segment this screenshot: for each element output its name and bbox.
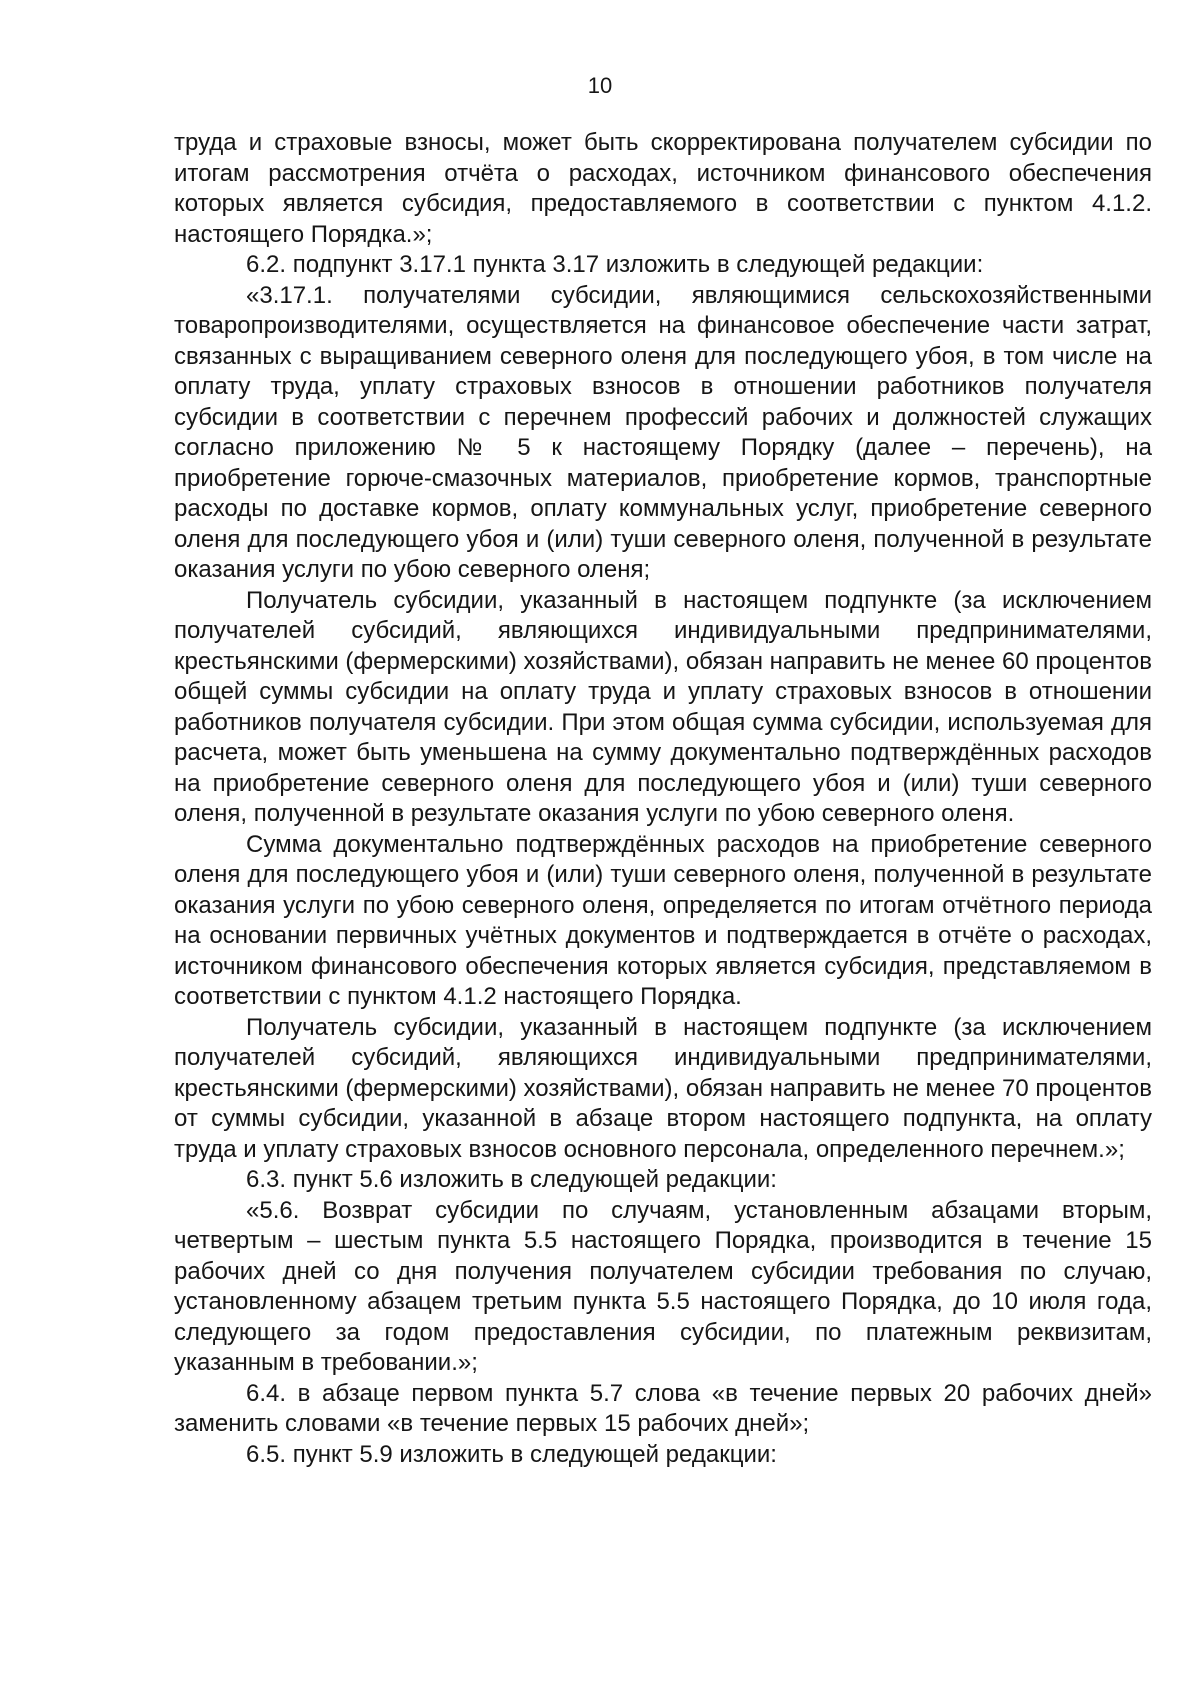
document-body	[174, 128, 1152, 1470]
paragraph-7: 6.3. пункт 5.6 изложить в следующей редакции:	[246, 1166, 777, 1193]
paragraph-2: 6.2. подпункт 3.17.1 пункта 3.17 изложить в следующей редакции:	[246, 251, 984, 278]
paragraph-1: труда и страховые взносы, может быть скорректирована получателем субсидии по итогам рассмотрения отчёта о расходах, источником финансового обеспечения которых является субсидия, предоставляемого в соответствии с пунктом 4.1.2. настоящего Порядка.»;	[174, 129, 1152, 248]
paragraph-3: «3.17.1. получателями субсидии, являющимися сельскохозяйственными товаропроизводителями, осуществляется на финансовое обеспечение части затрат, связанных с выращиванием северного оленя для последующего убоя, в том числе на оплату труда, уплату страховых взносов в отношении работников получателя субсидии в соответствии с перечнем профессий рабочих и должностей служащих согласно приложению № 5 к настоящему Порядку (далее – перечень), на приобретение горюче-смазочных материалов, приобретение кормов, транспортные расходы по доставке кормов, оплату коммунальных услуг, приобретение северного оленя для последующего убоя и (или) туши северного оленя, полученной в результате оказания услуги по убою северного оленя;	[174, 281, 1152, 583]
paragraph-5: Сумма документально подтверждённых расходов на приобретение северного оленя для последующего убоя и (или) туши северного оленя, полученной в результате оказания услуги по убою северного оленя, определяется по итогам отчётного периода на основании первичных учётных документов и подтверждается в отчёте о расходах, источником финансового обеспечения которых является субсидия, представляемом в соответствии с пунктом 4.1.2 настоящего Порядка.	[174, 830, 1152, 1010]
paragraph-10: 6.5. пункт 5.9 изложить в следующей редакции:	[246, 1440, 777, 1468]
page-number: 10	[587, 73, 613, 98]
paragraph-8: «5.6. Возврат субсидии по случаям, установленным абзацами вторым, четвертым – шестым пункта 5.5 настоящего Порядка, производится в течение 15 рабочих дней со дня получения получателем субсидии требования по случаю, установленному абзацем третьим пункта 5.5 настоящего Порядка, до 10 июля года, следующего за годом предоставления субсидии, по платежным реквизитам, указанным в требовании.»;	[174, 1196, 1152, 1376]
paragraph-9: 6.4. в абзаце первом пункта 5.7 слова «в течение первых 20 рабочих дней» заменить словами «в течение первых 15 рабочих дней»;	[174, 1379, 1152, 1437]
paragraph-4: Получатель субсидии, указанный в настоящем подпункте (за исключением получателей субсидий, являющихся индивидуальными предпринимателями, крестьянскими (фермерскими) хозяйствами), обязан направить не менее 60 процентов общей суммы субсидии на оплату труда и уплату страховых взносов в отношении работников получателя субсидии. При этом общая сумма субсидии, используемая для расчета, может быть уменьшена на сумму документально подтверждённых расходов на приобретение северного оленя для последующего убоя и (или) туши северного оленя, полученной в результате оказания услуги по убою северного оленя.	[174, 586, 1152, 827]
paragraph-6: Получатель субсидии, указанный в настоящем подпункте (за исключением получателей субсидий, являющихся индивидуальными предпринимателями, крестьянскими (фермерскими) хозяйствами), обязан направить не менее 70 процентов от суммы субсидии, указанной в абзаце втором настоящего подпункта, на оплату труда и уплату страховых взносов основного персонала, определенного перечнем.»;	[174, 1013, 1152, 1163]
